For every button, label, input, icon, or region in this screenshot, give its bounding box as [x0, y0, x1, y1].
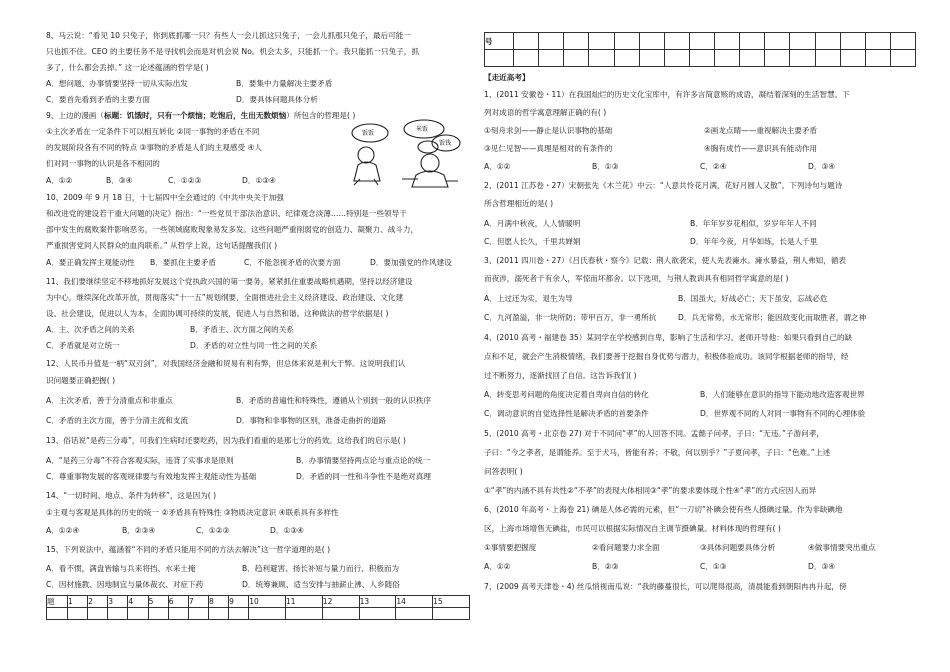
q9-statement-2: 的发展阶段各有不同的特点 ③事物的矛盾是人们的主观感受 ④人	[46, 143, 262, 152]
r-q1-statement-4: ④胸有成竹——意识具有能动作用	[704, 144, 818, 153]
grid-num-11: 11	[286, 596, 323, 608]
r-q6-option-c: C．①③	[700, 562, 727, 571]
q13-line-1: 13、俗话说“是药三分毒”，可我们生病时还要吃药，因为我们看重的是那七分的药效。这给我们的启示是( )	[46, 436, 406, 445]
grid-num-6: 6	[168, 596, 188, 608]
section-heading: 【走近高考】	[484, 73, 530, 82]
q12-option-d: D．事物和非事物的区别，准备走曲折的道路	[236, 416, 387, 425]
r-q5-statements: ①“孝”的内涵不具有共性②“不孝”的表现大体相同③“孝”的要求要体现个性④“孝”的方式应因人而异	[484, 486, 817, 495]
r-q1-line-1: 1、(2011 安徽卷・11）在我国灿烂的历史文化宝库中，有许多言简意赅的成语，凝结着深刻的生活智慧。下	[484, 90, 850, 99]
q13-option-a: A．“是药三分毒”不符合客观实际，违背了实事求是原则	[46, 456, 234, 465]
grid-num-14: 14	[396, 596, 433, 608]
r-q6-statement-4: ④做事情要突出重点	[808, 543, 876, 552]
q11-option-a: A．主、次矛盾之间的关系	[46, 325, 135, 334]
r-q4-option-a: A．转变思考问题的角度决定着自卑向自信的转化	[484, 390, 649, 399]
q9-option-a: A．①②	[46, 176, 73, 185]
q14-statements: ①主观与客观是具体的历史的统一 ②矛盾具有特殊性 ③物质决定意识 ④联系具有多样性	[46, 508, 339, 517]
r-q6-statement-1: ①事情要把握度	[484, 543, 537, 552]
q9-statement-1: ①主次矛盾在一定条件下可以相互转化 ②同一事物的矛盾在不同	[46, 127, 260, 136]
answer-grid-label: 题	[47, 596, 68, 608]
r-q1-option-b: B．①③	[592, 162, 619, 171]
answer-grid-right-label: 号	[485, 33, 514, 50]
r-q6-statement-3: ③具体问题要具体分析	[700, 543, 776, 552]
r-q4-line-3: 过不断努力，逐渐找回了自信。这告诉我们( )	[484, 371, 637, 380]
q10-option-b: B．要抓住主要矛盾	[150, 258, 216, 267]
q11-option-c: C．矛盾就是对立统一	[46, 341, 120, 350]
q11-line-1: 11、我们要继续坚定不移地抓好发展这个党执政兴国的第一要务，紧紧抓住重要战略机遇期，坚持以经济建设	[46, 277, 413, 286]
r-q2-line-2: 所含哲理相近的是( )	[484, 199, 554, 208]
q14-option-d: D．①③④	[270, 526, 304, 535]
q13-option-b: B．办事情要坚持两点论与重点论的统一	[296, 456, 431, 465]
q8-line-2: 只也抓不住。CEO 的主要任务不是寻找机会而是对机会说 No。机会太多，只能抓一个。我只能抓一只兔子，抓	[46, 47, 419, 56]
q14-option-b: B．②③④	[122, 526, 156, 535]
r-q2-option-c: C．但愿人长久，千里共婵娟	[484, 237, 581, 246]
q10-line-1: 10、2009 年 9 月 18 日，十七届四中全会通过的《中共中央关于加强	[46, 193, 284, 202]
q8-option-d: D．要具体问题具体分析	[236, 95, 318, 104]
r-q5-line-2: 子曰：“今之孝者，是谓能养。至于犬马，皆能有养；不敬，何以别乎？”子夏问孝，子曰：“色难。”上述	[484, 448, 831, 457]
q9-option-c: C．①②③	[168, 176, 202, 185]
cartoon-left-body	[354, 162, 380, 181]
grid-num-15: 15	[433, 596, 470, 608]
q8-line-1: 8、马云说：“看见 10 只兔子，你到底抓哪一只？有些人一会儿抓这只兔子，一会儿抓那只兔子，最后可能一	[46, 31, 411, 40]
q9-stem	[46, 111, 355, 121]
r-q1-statement-1: ①刻舟求剑——静止是认识事物的基础	[484, 126, 613, 135]
answer-grid-left	[46, 595, 470, 620]
r-q3-option-a: A．上过还为实，退生为导	[484, 294, 573, 303]
q10-line-4: 严重损害党同人民群众的血肉联系。” 从哲学上说，这句话提醒我们( )	[46, 241, 278, 250]
grid-num-8: 8	[208, 596, 228, 608]
q8-option-b: B．要集中力量解决主要矛盾	[236, 79, 333, 88]
grid-num-12: 12	[322, 596, 359, 608]
q9-title-bold: 标题：饥饿时，只有一个烦恼；吃饱后，生出无数烦恼	[104, 111, 287, 120]
r-q2-option-a: A．月满中秋夜，人人情暖明	[484, 219, 581, 228]
cartoon-text-2: 米饭	[416, 126, 429, 133]
q9-suffix: ）所包含的哲理是( )	[286, 111, 356, 120]
q14-line-1: 14、“一切时间、地点、条件为转移”，这是因为( )	[46, 491, 217, 500]
cartoon-image	[342, 117, 462, 191]
r-q3-line-1: 3、(2011 四川卷・27）《吕氏春秋・察今》记载：荆人欲袭宋，使人先表澭水。澭水暴益，荆人弗知，循表	[484, 256, 846, 265]
r-q2-option-b: B．年年岁岁花相似，岁岁年年人不同	[690, 219, 817, 228]
q10-option-d: D．要加强党的作风建设	[370, 258, 452, 267]
q10-option-c: C．不能忽视矛盾的次要方面	[244, 258, 341, 267]
r-q1-statement-2: ②画龙点睛——重视解决主要矛盾	[704, 126, 818, 135]
r-q6-option-b: B．②③	[592, 562, 619, 571]
r-q1-option-a: A．①②	[484, 162, 511, 171]
q8-option-a: A．想问题、办事情要坚持一切从实际出发	[46, 79, 188, 88]
q13-option-d: D．矛盾的同一性和斗争性不是绝对真理	[296, 472, 431, 481]
cartoon-right-head	[421, 154, 439, 172]
r-q7-line-1: 7、(2009 高考天津卷・4) 丝瓜悄视南瓜说：“我的藤蔓很长，可以爬得很高，清晨能看到朝阳冉冉升起，傍	[484, 582, 847, 591]
answer-grid-answer-row	[47, 608, 470, 620]
r-q6-option-d: D．③④	[808, 562, 836, 571]
grid-num-10: 10	[249, 596, 286, 608]
q12-option-c: C．矛盾的主次方面，善于分清主流和支流	[46, 416, 188, 425]
cartoon-text-1: 饭饭	[362, 130, 375, 137]
r-q3-line-2: 而夜涉，溺死者千有余人，军惊而坏都舍。以下选项，与荆人教训具有相同哲学寓意的是( )	[484, 274, 789, 283]
q12-option-b: B．矛盾的普遍性和特殊性，遵循从个别到一般的认识秩序	[236, 396, 432, 405]
q14-option-a: A．①②④	[46, 526, 80, 535]
q10-line-3: 部中发生的腐败案件影响恶劣，一些领域腐败现象易发多发。这些问题严重削弱党的创造力、凝聚力、战斗力，	[46, 225, 419, 234]
r-q5-line-3: 问答表明( )	[484, 467, 523, 476]
r-q3-option-d: D．兵无常势，水无常形；能因敌变化而取胜者，谓之神	[678, 313, 867, 322]
r-q4-line-1: 4、(2010 高考・福建卷 35）某同学在学校感到自卑，影响了生活和学习。老师开导他：如果只看到自己的缺	[484, 333, 853, 342]
q8-option-c: C．要首先看到矛盾的主要方面	[46, 95, 151, 104]
r-q5-line-1: 5、(2010 高考・北京卷 27) 对于不同问“孝”的人回答不同。孟懿子问孝，子曰：“无违。”子游问孝，	[484, 429, 824, 438]
r-q4-option-c: C．调动意识的自觉选择性是解决矛盾的首要条件	[484, 409, 649, 418]
q11-line-3: 设、社会建设，促进以人为本，全面协调可持续的发展，促进人与自然和谐。这种做法的哲学依据是( )	[46, 309, 389, 318]
cartoon-left-head	[358, 147, 374, 163]
r-q2-option-d: D．年年今夜，月华如练，长是人千里	[690, 237, 818, 246]
r-q6-option-a: A．①②	[484, 562, 511, 571]
r-q1-option-c: C．②④	[700, 162, 727, 171]
r-q1-statement-3: ③见仁见智——真理是相对的有条件的	[484, 144, 613, 153]
q15-option-b: B．趋利避害、扬长补短与量力而行、积极而为	[242, 564, 400, 573]
q9-prefix: 9、上边的漫画（	[46, 111, 104, 120]
r-q6-line-2: 区，上海市场增售无碘盐，市民可以根据实际情况自主调节摄碘量。材料体现的哲理有( )	[484, 524, 781, 533]
grid-num-7: 7	[188, 596, 208, 608]
q15-option-d: D．统筹兼顾、适当安排与抽薪止沸、人乡随俗	[242, 580, 400, 589]
q9-option-b: B．③④	[106, 176, 133, 185]
r-q4-option-d: D．世界观不同的人对同一事物有不同的心理体验	[700, 409, 866, 418]
r-q3-option-c: C．九河盈溢，非一块所防；带甲百万，非一勇所抗	[484, 313, 657, 322]
q12-line-1: 12、人民币升值是一柄“双刃剑”，对我国经济金融和贸易有利有弊，但总体来说是利大于弊。这说明我们认	[46, 359, 406, 368]
r-q3-option-b: B．国虽大，好战必亡；天下虽安，忘战必危	[678, 294, 828, 303]
answer-grid-number-row	[47, 596, 470, 608]
grid-num-4: 4	[128, 596, 148, 608]
q11-option-b: B．矛盾主、次方面之间的关系	[190, 325, 294, 334]
q12-line-2: 识问题要正确把握( )	[46, 376, 116, 385]
r-q2-line-1: 2、(2011 江苏卷・27）宋朝张先《木兰花》中云：“人意共怜花月满，花好月圆人又散”。下列诗句与题诗	[484, 181, 843, 190]
q10-line-2: 和改进党的建设若干重大问题的决定》指出：“一些党员干部法治意识、纪律观念淡薄……特别是一些领导干	[46, 209, 407, 218]
q11-option-d: D．矛盾的对立性与同一性之间的关系	[190, 341, 318, 350]
grid-num-13: 13	[359, 596, 396, 608]
q14-option-c: C．①②③	[196, 526, 230, 535]
r-q1-option-d: D．③④	[808, 162, 836, 171]
grid-num-2: 2	[88, 596, 108, 608]
r-q6-statement-2: ②看问题要力求全面	[592, 543, 660, 552]
cartoon-text-3: 饭钱	[439, 140, 452, 147]
q10-option-a: A．要正确发挥主观能动性	[46, 258, 135, 267]
q9-option-d: D．①③④	[242, 176, 276, 185]
r-q6-line-1: 6、(2010 年高考・上海卷 21) 碘是人体必需的元素，但“一刀切”补碘会使有些人摄碘过量。作为非缺碘地	[484, 505, 843, 514]
q15-option-c: C．因材施教、因地制宜与量体裁衣、对症下药	[46, 580, 204, 589]
q9-statement-3: 们对同一事物的认识是各不相同的	[46, 159, 160, 168]
grid-num-9: 9	[229, 596, 249, 608]
r-q1-line-2: 列对成语的哲学寓意理解正确的有( )	[484, 108, 607, 117]
q8-line-3: 多了，什么都会丢掉。” 这一论述蕴涵的哲学是( )	[46, 63, 209, 72]
grid-num-3: 3	[108, 596, 128, 608]
answer-grid-right	[484, 32, 916, 67]
q15-option-a: A．看不惯，满盘皆输与兵来将挡、水来土掩	[46, 564, 196, 573]
r-q4-line-2: 点和不足，就会产生消极情绪，我们要善于挖掘自身优势与潜力，积极体验成功。该同学根据老师的指导，经	[484, 352, 849, 361]
grid-num-5: 5	[148, 596, 168, 608]
r-q4-option-b: B．人们能够在意识的指导下能动地改造客观世界	[700, 390, 865, 399]
grid-num-1: 1	[68, 596, 88, 608]
q15-line-1: 15、下列说法中，蕴涵着“不同的矛盾只能用不同的方法去解决”这一哲学道理的是( )	[46, 545, 331, 554]
q12-option-a: A．主次矛盾，善于分清重点和非重点	[46, 396, 173, 405]
q13-option-c: C．尊重事物发展的客观规律要与有效地发挥主观能动性为基础	[46, 472, 257, 481]
q11-line-2: 为中心，继续深化改革开放，贯彻落实“十一五”规划纲要，全面推进社会主义经济建设、政治建设、文化建	[46, 293, 404, 302]
